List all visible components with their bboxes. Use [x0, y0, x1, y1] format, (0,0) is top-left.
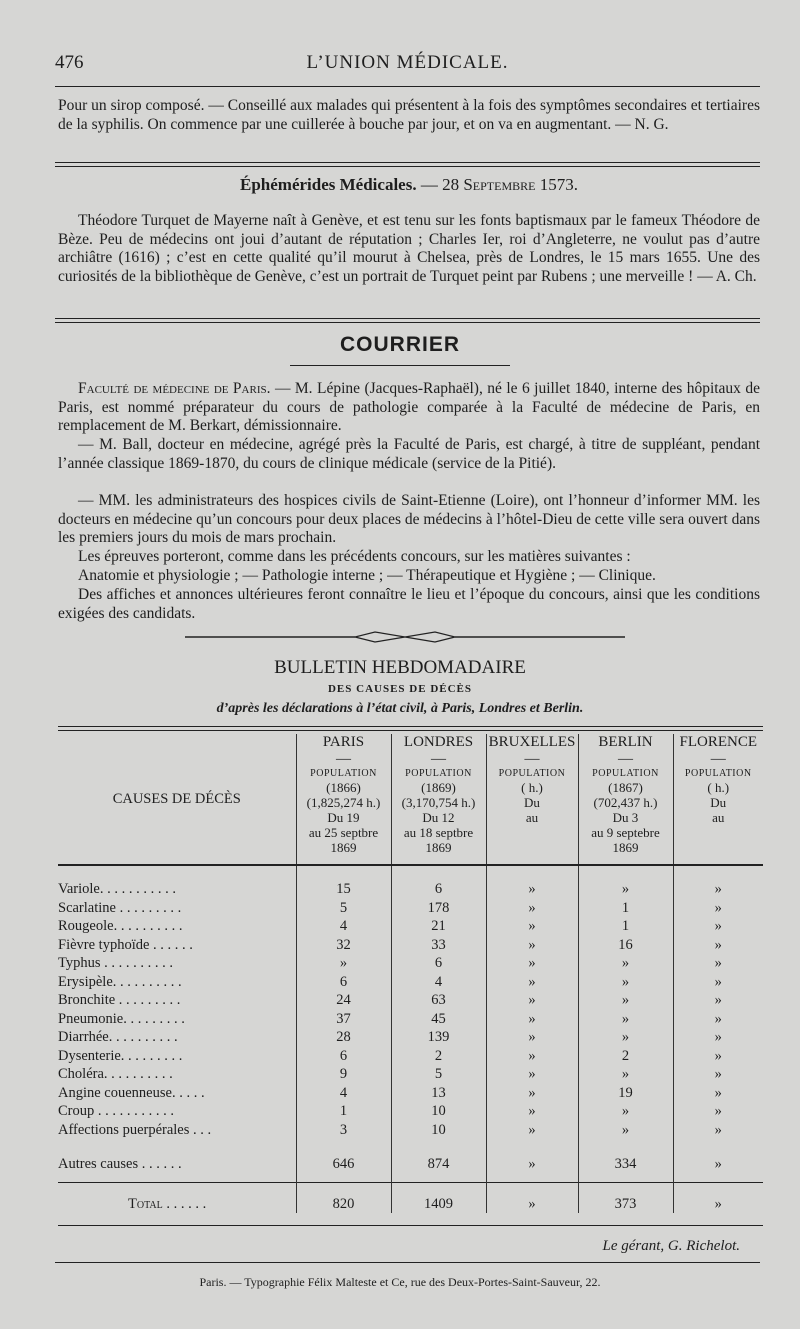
- bulletin-title: BULLETIN HEBDOMADAIRE: [274, 657, 526, 678]
- table-header-row: [58, 734, 763, 865]
- cause-value: »: [673, 936, 763, 955]
- table-bottom-rule: [58, 1225, 763, 1226]
- cause-value: »: [673, 1084, 763, 1103]
- city-name: BRUXELLES: [488, 734, 576, 750]
- table-row: [58, 973, 763, 992]
- cause-value: 6: [296, 973, 391, 992]
- signature-text: Le gérant, G. Richelot.: [602, 1238, 740, 1254]
- cause-value: 2: [578, 1047, 673, 1066]
- city-dash: —: [431, 751, 446, 767]
- cause-value: 139: [391, 1028, 486, 1047]
- spacer-cell: [486, 1174, 578, 1183]
- cause-value: 37: [296, 1010, 391, 1029]
- courrier-title: COURRIER: [339, 333, 460, 356]
- table-row: [58, 1047, 763, 1066]
- cause-value: 9: [296, 1065, 391, 1084]
- cause-value: 10: [391, 1121, 486, 1140]
- cause-value: »: [486, 1084, 578, 1103]
- period-end: au: [712, 810, 725, 825]
- cause-label: Typhus . . . . . . . . . .: [58, 955, 173, 971]
- population-label: POPULATION: [498, 768, 566, 779]
- table-row: [58, 899, 763, 918]
- cause-value: 21: [391, 917, 486, 936]
- table-row: [58, 1084, 763, 1103]
- ornament-divider: [185, 630, 625, 644]
- city-header-cell: [578, 734, 673, 865]
- spacer-cell: [673, 1174, 763, 1183]
- cause-label: Croup . . . . . . . . . . .: [58, 1103, 174, 1119]
- table-spacer: [58, 1174, 763, 1183]
- cause-value: »: [578, 1121, 673, 1140]
- causes-header-cell: [58, 734, 296, 865]
- cause-value: »: [578, 954, 673, 973]
- cause-value: 334: [578, 1139, 673, 1174]
- cause-label: Angine couenneuse. . . . .: [58, 1084, 205, 1101]
- ephemerides-date: — 28 Septembre 1573.: [420, 175, 578, 194]
- population-label: POPULATION: [310, 768, 377, 779]
- table-row: [58, 1121, 763, 1140]
- cause-value: »: [486, 880, 578, 899]
- cause-label: Rougeole. . . . . . . . . .: [58, 918, 183, 934]
- cause-value: »: [673, 1047, 763, 1066]
- faculty-text: — M. Lépine (Jacques-Raphaël), né le 6 juillet 1840, interne des hôpitaux de Paris, est nommé préparateur du cours de pathologie comparée à la Faculté de médecine de Paris, en remplacement de M. Berkart, démissionnaire.: [58, 380, 761, 434]
- cause-value: 874: [391, 1139, 486, 1174]
- population-count: ( h.): [707, 780, 730, 795]
- cause-value: 19: [578, 1084, 673, 1103]
- cause-value: 178: [391, 899, 486, 918]
- period-start: Du 19: [327, 810, 360, 825]
- spacer-cell: [391, 865, 486, 880]
- cause-value: »: [673, 954, 763, 973]
- cause-value: »: [486, 1121, 578, 1140]
- period-start: Du: [710, 795, 727, 810]
- cause-label: Choléra. . . . . . . . . .: [58, 1066, 173, 1082]
- table-spacer: [58, 865, 763, 880]
- period-end: au: [525, 810, 539, 825]
- city-dash: —: [524, 751, 540, 767]
- period-year: 1869: [330, 840, 357, 855]
- cause-label: Autres causes . . . . . .: [58, 1156, 182, 1172]
- cause-value: 373: [578, 1182, 673, 1213]
- table-row: [58, 936, 763, 955]
- cause-label: Diarrhée. . . . . . . . . .: [58, 1029, 178, 1045]
- cause-value: »: [486, 1139, 578, 1174]
- spacer-cell: [486, 865, 578, 880]
- spacer-cell: [578, 1174, 673, 1183]
- causes-header: CAUSES DE DÉCÈS: [112, 790, 241, 807]
- spacer-cell: [673, 865, 763, 880]
- city-dash: —: [710, 751, 726, 767]
- period-start: Du 3: [612, 810, 639, 825]
- footer-rule: [55, 1262, 760, 1263]
- cause-value: 24: [296, 991, 391, 1010]
- cause-label: Erysipèle. . . . . . . . . .: [58, 973, 182, 990]
- table-row: [58, 1028, 763, 1047]
- cause-value: 1: [578, 917, 673, 936]
- cause-value: »: [578, 991, 673, 1010]
- cause-value: 1: [578, 899, 673, 918]
- cause-value: »: [486, 991, 578, 1010]
- cause-value: »: [673, 1121, 763, 1140]
- imprint: Paris. — Typographie Félix Malteste et Ce, rue des Deux-Portes-Saint-Sauveur, 22.: [199, 1275, 601, 1289]
- city-header-cell: [673, 734, 763, 865]
- cause-label: Scarlatine . . . . . . . . .: [58, 899, 182, 916]
- cause-value: »: [486, 917, 578, 936]
- cause-value: »: [673, 1182, 763, 1213]
- cause-value: »: [486, 899, 578, 918]
- city-dash: —: [336, 751, 351, 767]
- table-row: [58, 1065, 763, 1084]
- courrier-paragraph-3: — MM. les administrateurs des hospices civils de Saint-Etienne (Loire), ont l’honneur d’informer MM. les docteurs en médecine qu’un concours pour deux places de médecins à l’hôtel-Dieu de cette ville sera ouvert dans les premiers jours du mois de mars prochain.: [58, 492, 760, 546]
- census-year: (1866): [326, 780, 361, 795]
- cause-value: »: [673, 880, 763, 899]
- period-start: Du: [524, 795, 540, 810]
- cause-label: Pneumonie. . . . . . . . .: [58, 1010, 185, 1027]
- cause-value: 4: [296, 917, 391, 936]
- cause-value: 13: [391, 1084, 486, 1103]
- cause-value: 820: [296, 1182, 391, 1213]
- section-divider: [55, 162, 760, 167]
- spacer-cell: [58, 865, 296, 880]
- cause-value: »: [486, 1028, 578, 1047]
- table-row: [58, 1102, 763, 1121]
- period-end: au 9 septebre: [591, 825, 660, 840]
- cause-value: 33: [391, 936, 486, 955]
- city-dash: —: [618, 751, 633, 767]
- cause-value: »: [673, 1028, 763, 1047]
- cause-label: Bronchite . . . . . . . . .: [58, 992, 181, 1008]
- period-start: Du 12: [422, 810, 455, 825]
- population-count: (3,170,754 h.): [401, 795, 476, 810]
- cause-value: 1: [296, 1102, 391, 1121]
- cause-value: »: [486, 1102, 578, 1121]
- cause-value: »: [296, 954, 391, 973]
- period-end: au 18 septbre: [403, 825, 474, 840]
- table-row: [58, 954, 763, 973]
- cause-value: 5: [296, 899, 391, 918]
- cause-value: 1409: [391, 1182, 486, 1213]
- table-top-rule: [58, 726, 763, 731]
- period-year: 1869: [425, 840, 452, 855]
- table-row-total: [58, 1182, 763, 1213]
- intro-paragraph: Pour un sirop composé. — Conseillé aux malades qui présentent à la fois des symptômes secondaires et tertiaires de la syphilis. On commence par une cuillerée à bouche par jour, et on va en augmentant. — N. G.: [58, 97, 760, 133]
- page-header: [55, 52, 760, 80]
- cause-value: 4: [296, 1084, 391, 1103]
- cause-value: »: [673, 1065, 763, 1084]
- population-count: (1,825,274 h.): [306, 795, 381, 810]
- faculty-heading: Faculté de médecine de Paris.: [78, 380, 271, 397]
- cause-value: 32: [296, 936, 391, 955]
- table-row: [58, 1010, 763, 1029]
- city-header-cell: [486, 734, 578, 865]
- cause-value: 28: [296, 1028, 391, 1047]
- table-row-other: [58, 1139, 763, 1174]
- table-row: [58, 880, 763, 899]
- cause-value: 6: [296, 1047, 391, 1066]
- table-row: [58, 991, 763, 1010]
- signature: [603, 1238, 740, 1255]
- cause-label: Total . . . . . .: [128, 1195, 207, 1212]
- cause-value: »: [578, 880, 673, 899]
- cause-value: 15: [296, 880, 391, 899]
- cause-value: »: [578, 1102, 673, 1121]
- population-label: POPULATION: [684, 768, 752, 779]
- city-header-cell: [391, 734, 486, 865]
- city-name: BERLIN: [598, 734, 653, 750]
- city-header-cell: [296, 734, 391, 865]
- bulletin-subtitle: DES CAUSES DE DÉCÈS: [327, 683, 472, 695]
- cause-label: Variole. . . . . . . . . . .: [58, 881, 176, 897]
- running-title: L’UNION MÉDICALE.: [306, 52, 509, 73]
- header-rule: [55, 86, 760, 87]
- cause-value: »: [578, 1065, 673, 1084]
- period-year: 1869: [612, 840, 639, 855]
- ephemerides-body: Théodore Turquet de Mayerne naît à Genève, et est tenu sur les fonts baptismaux par le fameux Théodore de Bèze. Peu de médecins ont joui d’autant de réputation ; Charles Ier, roi d’Angleterre, ne voulut pas d’autre archiâtre (1616) ; c’est en cette qualité qu’il mourut à Chelsea, près de Londres, le 15 mars 1655. Une des curiosités de la bibliothèque de Genève, c’est un portrait de Turquet peint par Rubens ; une merveille ! — A. Ch.: [58, 212, 760, 285]
- cause-label: Affections puerpérales . . .: [58, 1121, 212, 1138]
- courrier-paragraph-1: [58, 380, 760, 436]
- period-end: au 25 septbre: [308, 825, 379, 840]
- cause-value: »: [673, 1102, 763, 1121]
- spacer-cell: [578, 865, 673, 880]
- cause-value: »: [578, 1010, 673, 1029]
- population-label: POPULATION: [405, 768, 472, 779]
- cause-value: 63: [391, 991, 486, 1010]
- cause-value: 5: [391, 1065, 486, 1084]
- spacer-cell: [391, 1174, 486, 1183]
- spacer-cell: [296, 865, 391, 880]
- cause-value: 16: [578, 936, 673, 955]
- cause-value: 6: [391, 954, 486, 973]
- cause-value: »: [673, 1139, 763, 1174]
- cause-value: »: [486, 1182, 578, 1213]
- cause-value: »: [673, 899, 763, 918]
- cause-value: 2: [391, 1047, 486, 1066]
- cause-label: Dysenterie. . . . . . . . .: [58, 1047, 183, 1064]
- courrier-paragraph-2: — M. Ball, docteur en médecine, agrégé près la Faculté de Paris, est chargé, à titre de suppléant, pendant l’année classique 1869-1870, du cours de clinique médicale (service de la Pitié).: [58, 436, 760, 472]
- cause-value: 10: [391, 1102, 486, 1121]
- courrier-paragraph-5: Anatomie et physiologie ; — Pathologie interne ; — Thérapeutique et Hygiène ; — Clinique.: [78, 567, 656, 584]
- cause-value: 6: [391, 880, 486, 899]
- table-row: [58, 917, 763, 936]
- cause-value: »: [486, 973, 578, 992]
- cause-value: »: [486, 936, 578, 955]
- courrier-paragraph-4: Les épreuves porteront, comme dans les précédents concours, sur les matières suivantes :: [78, 548, 631, 565]
- cause-value: 4: [391, 973, 486, 992]
- spacer-cell: [58, 1174, 296, 1183]
- mortality-table: [58, 734, 763, 1213]
- cause-value: »: [673, 973, 763, 992]
- cause-value: »: [673, 991, 763, 1010]
- courrier-underline: [290, 365, 510, 366]
- population-count: ( h.): [521, 780, 543, 795]
- page-number: 476: [55, 52, 84, 73]
- cause-value: »: [578, 1028, 673, 1047]
- ephemerides-heading: [58, 175, 760, 195]
- census-year: (1867): [608, 780, 643, 795]
- cause-value: »: [486, 1065, 578, 1084]
- cause-label: Fièvre typhoïde . . . . . .: [58, 936, 193, 953]
- cause-value: 45: [391, 1010, 486, 1029]
- cause-value: »: [673, 1010, 763, 1029]
- population-label: POPULATION: [592, 768, 659, 779]
- city-name: FLORENCE: [679, 734, 757, 750]
- population-count: (702,437 h.): [593, 795, 658, 810]
- spacer-cell: [296, 1174, 391, 1183]
- cause-value: 646: [296, 1139, 391, 1174]
- bulletin-source: d’après les déclarations à l’état civil, à Paris, Londres et Berlin.: [216, 701, 584, 716]
- city-name: LONDRES: [403, 734, 474, 750]
- courrier-paragraph-6: Des affiches et annonces ultérieures feront connaître le lieu et l’époque du concours, ainsi que les conditions exigées des candidats.: [58, 586, 760, 622]
- cause-value: »: [578, 973, 673, 992]
- census-year: (1869): [421, 780, 456, 795]
- city-name: PARIS: [322, 734, 365, 750]
- cause-value: »: [673, 917, 763, 936]
- ephemerides-title: Éphémérides Médicales.: [240, 175, 417, 194]
- cause-value: »: [486, 1047, 578, 1066]
- cause-value: »: [486, 1010, 578, 1029]
- cause-value: 3: [296, 1121, 391, 1140]
- cause-value: »: [486, 954, 578, 973]
- section-divider: [55, 318, 760, 323]
